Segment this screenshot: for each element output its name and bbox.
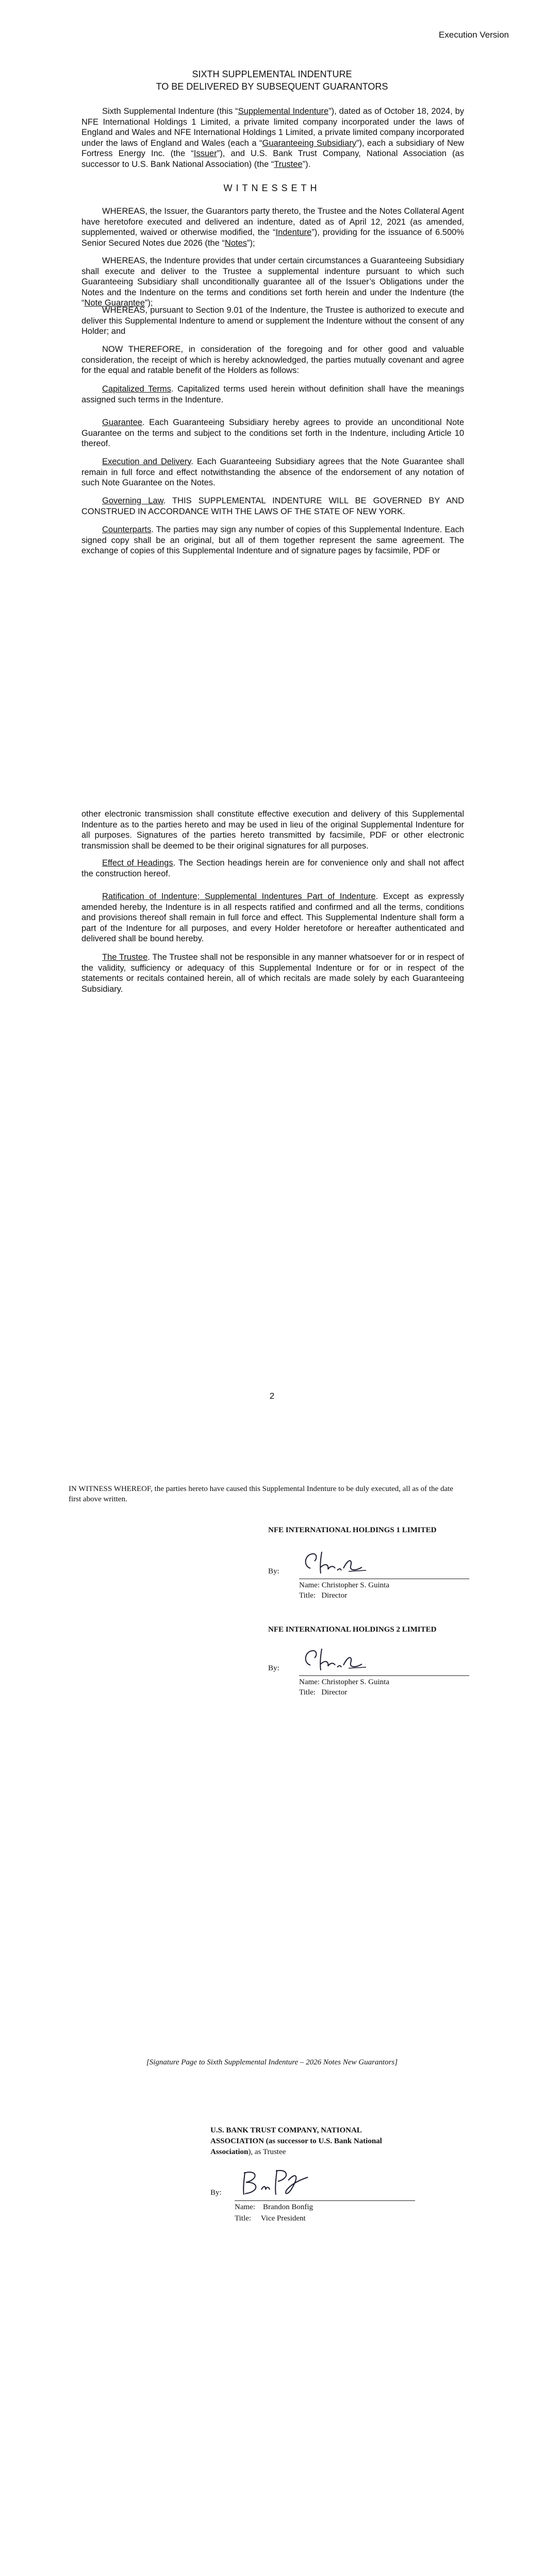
signatory-name: Brandon Bonfig [262,2203,314,2211]
signature-page-guarantors [0,1479,544,2097]
signature-line [299,1675,469,1676]
trustee-entity-line2: ASSOCIATION (as successor to U.S. Bank National [210,2137,382,2145]
signatory-title: Director [321,1688,348,1697]
section-execution-delivery: Execution and Delivery. Each Guaranteeing Subsidiary agrees that the Note Guarantee shall remain in full force and effect notwithstanding the absence of the endorsement of any notation of such Note Guarantee on the Notes. [81,457,465,487]
section-guarantee: Guarantee. Each Guaranteeing Subsidiary hereby agrees to provide an unconditional Note Guarantee on the terms and subject to the conditions set forth in the Indenture, including Article 10 thereof. [81,418,464,448]
by-label: By: [268,1664,279,1672]
name-label: Name: Christopher S. Guinta [299,1581,389,1589]
section-effect-of-headings: Effect of Headings. The Section headings herein are for convenience only and shall not affect the construction hereof. [81,858,465,878]
name-label: Name: Christopher S. Guinta [299,1678,389,1686]
page-number: 2 [269,1391,275,1401]
document-subtitle: TO BE DELIVERED BY SUBSEQUENT GUARANTORS [156,81,388,92]
title-label: Title: Vice President [235,2214,306,2223]
intro-paragraph: Sixth Supplemental Indenture (this “Supplemental Indenture”), dated as of October 18, 2024, by NFE International Holdings 1 Limited, a private limited company incorporated under the laws of England and Wales and NFE International Holdings 1 Limited, a private limited company incorporated under the laws of England and Wales (each a “Guaranteeing Subsidiary”), each a subsidiary of New Fortress Energy Inc. (the “Issuer”), and U.S. Bank Trust Company, National Association (as successor to U.S. Bank National Association) (the “Trustee”). [81,107,464,169]
recital-now-therefore: NOW THEREFORE, in consideration of the foregoing and for other good and valuable consideration, the receipt of which is hereby acknowledged, the parties mutually covenant and agree for the equal and ratable benefit of the Holders as follows: [81,345,464,375]
section-counterparts-continued: other electronic transmission shall constitute effective execution and delivery of this Supplemental Indenture as to the parties hereto and may be used in lieu of the original Supplemental Indenture for all purposes. Signatures of the parties hereto transmitted by facsimile, PDF or other electronic transmission shall be deemed to be their original signatures for all purposes. [81,809,464,851]
entity-name-nfe-1: NFE INTERNATIONAL HOLDINGS 1 LIMITED [268,1526,437,1534]
signature-guinta-2 [299,1645,371,1675]
trustee-entity-line3: Association), as Trustee [210,2148,286,2156]
recital-indenture: WHEREAS, the Issuer, the Guarantors party thereto, the Trustee and the Notes Collateral Agent have heretofore executed and delivered an indenture, dated as of April 12, 2021 (as amended, supplemented, waived or otherwise modified, the “Indenture”), providing for the issuance of 6.500% Senior Secured Notes due 2026 (the “Notes”); [81,207,464,248]
signature-guinta-1 [299,1548,371,1579]
title-label: Title: Director [299,1591,348,1600]
signatory-title: Vice President [260,2214,306,2223]
section-ratification: Ratification of Indenture; Supplemental Indentures Part of Indenture. Except as expressly amended hereby, the Indenture is in all respects ratified and confirmed and all the terms, conditions and provisions thereof shall remain in full force and effect. This Supplemental Indenture shall form a part of the Indenture for all purposes, and every Holder heretofore or hereafter authenticated and delivered shall be bound hereby. [81,892,464,943]
by-label: By: [268,1567,279,1575]
recital-section-901: WHEREAS, pursuant to Section 9.01 of the Indenture, the Trustee is authorized to execute and deliver this Supplemental Indenture to amend or supplement the Indenture without the consent of any Holder; and [81,306,464,336]
signatory-name: Christopher S. Guinta [321,1581,389,1589]
signature-line [235,2200,415,2201]
section-the-trustee: The Trustee. The Trustee shall not be responsible in any manner whatsoever for or in respect of the validity, sufficiency or adequacy of this Supplemental Indenture or for or in respect of the statements or recitals contained herein, all of which recitals are made solely by each Guaranteeing Subsidiary. [81,953,464,994]
by-label: By: [210,2189,222,2197]
signature-page-footer: [Signature Page to Sixth Supplemental Indenture – 2026 Notes New Guarantors] [146,2058,398,2066]
title-label: Title: Director [299,1688,348,1697]
witnesseth-heading: WITNESSETH [223,183,321,193]
execution-version-label: Execution Version [438,30,509,40]
in-witness-clause: IN WITNESS WHEREOF, the parties hereto have caused this Supplemental Indenture to be duly executed, all as of the date first above written. [69,1485,453,1503]
recital-guarantee: WHEREAS, the Indenture provides that under certain circumstances a Guaranteeing Subsidiary shall execute and deliver to the Trustee a supplemental indenture pursuant to which such Guaranteeing Subsidiary shall unconditionally guarantee all of the Issuer’s Obligations under the Notes and the Indenture on the terms and conditions set forth herein and under the Indenture (the “Note Guarantee”); [81,256,464,308]
section-governing-law: Governing Law. THIS SUPPLEMENTAL INDENTURE WILL BE GOVERNED BY AND CONSTRUED IN ACCORDANCE WITH THE LAWS OF THE STATE OF NEW YORK. [81,496,464,516]
trustee-entity-line1: U.S. BANK TRUST COMPANY, NATIONAL [210,2126,362,2134]
signatory-title: Director [321,1591,348,1600]
signature-page-trustee [0,2102,544,2576]
section-counterparts: Counterparts. The parties may sign any number of copies of this Supplemental Indenture. Each signed copy shall be an original, but all of them together represent the same agreement. The exchange of copies of this Supplemental Indenture and of signature pages by facsimile, PDF or [81,525,464,555]
entity-name-nfe-2: NFE INTERNATIONAL HOLDINGS 2 LIMITED [268,1625,437,1634]
document-title: SIXTH SUPPLEMENTAL INDENTURE [192,69,352,79]
section-capitalized-terms: Capitalized Terms. Capitalized terms used herein without definition shall have the meanings assigned such terms in the Indenture. [81,384,464,404]
name-label: Name: Brandon Bonfig [235,2203,314,2211]
signatory-name: Christopher S. Guinta [321,1678,389,1686]
signature-bonfig [235,2165,312,2201]
